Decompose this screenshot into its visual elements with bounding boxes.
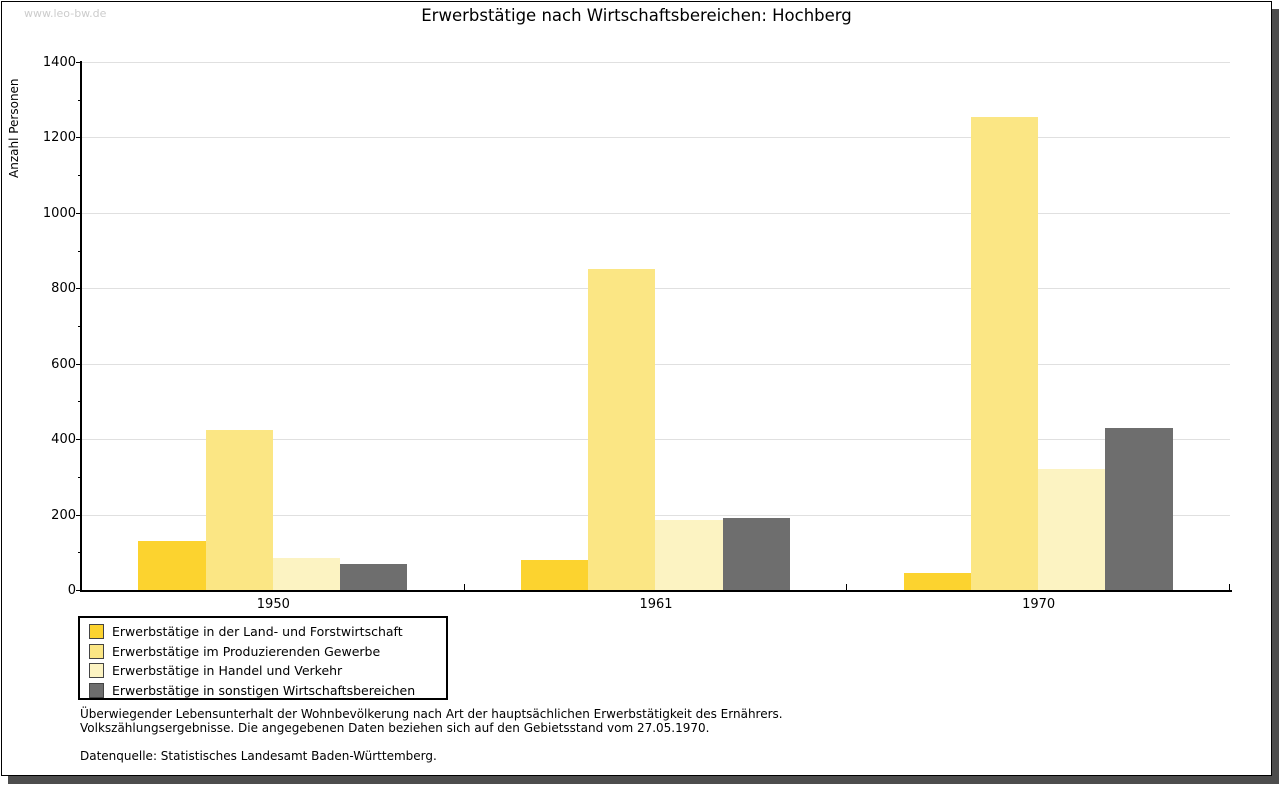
y-major-tick — [76, 213, 82, 214]
bar — [588, 269, 655, 590]
bar — [971, 117, 1038, 590]
y-tick-label: 0 — [67, 583, 76, 598]
y-tick-label: 400 — [51, 432, 76, 448]
legend-item — [80, 642, 446, 662]
chart-title: Erwerbstätige nach Wirtschaftsbereichen: Hochberg — [421, 6, 852, 25]
y-tick-label: 200 — [51, 507, 76, 523]
footnote-line: Volkszählungsergebnisse. Die angegebenen Daten beziehen sich auf den Gebietsstand vom 27.05.1970. — [80, 720, 710, 735]
bar — [723, 518, 790, 590]
chart-panel — [1, 1, 1272, 776]
x-axis-line — [80, 590, 1232, 592]
legend-item — [80, 661, 446, 681]
legend — [78, 616, 448, 700]
plot-area — [82, 62, 1230, 590]
x-category-label: 1950 — [256, 597, 290, 612]
y-major-tick — [76, 515, 82, 516]
y-major-tick — [76, 364, 82, 365]
footnotes — [80, 708, 783, 735]
gridline — [82, 213, 1230, 214]
x-category-label: 1961 — [639, 597, 673, 612]
bar — [1105, 428, 1172, 590]
bar — [904, 573, 971, 590]
y-minor-tick — [78, 477, 82, 478]
bar — [655, 520, 722, 590]
x-category-label: 1970 — [1022, 597, 1056, 612]
y-minor-tick — [78, 100, 82, 101]
legend-swatch — [89, 644, 104, 659]
y-tick-label: 1200 — [42, 130, 76, 146]
y-major-tick — [76, 288, 82, 289]
y-major-tick — [76, 439, 82, 440]
y-tick-label: 1000 — [42, 205, 76, 221]
x-axis-tick — [846, 584, 847, 590]
y-tick-label: 800 — [51, 281, 76, 297]
y-minor-tick — [78, 401, 82, 402]
bar — [138, 541, 205, 590]
legend-label: Erwerbstätige in sonstigen Wirtschaftsbereichen — [112, 682, 416, 698]
gridline — [82, 364, 1230, 365]
y-axis-label: Anzahl Personen — [7, 78, 21, 178]
legend-swatch — [89, 683, 104, 698]
bar — [340, 564, 407, 590]
legend-label: Erwerbstätige im Produzierenden Gewerbe — [112, 643, 381, 659]
y-major-tick — [76, 137, 82, 138]
y-major-tick — [76, 62, 82, 63]
x-axis-tick — [464, 584, 465, 590]
y-tick-label: 1400 — [42, 55, 76, 70]
legend-label: Erwerbstätige in Handel und Verkehr — [112, 663, 343, 679]
bar — [521, 560, 588, 590]
y-minor-tick — [78, 175, 82, 176]
gridline — [82, 288, 1230, 289]
footnote-line: Überwiegender Lebensunterhalt der Wohnbevölkerung nach Art der hauptsächlichen Erwerbstätigkeit des Ernährers. — [80, 707, 783, 721]
legend-item — [80, 622, 446, 642]
gridline — [82, 137, 1230, 138]
legend-swatch — [89, 663, 104, 678]
bar — [1038, 469, 1105, 590]
legend-item — [80, 681, 446, 701]
bar — [206, 430, 273, 590]
legend-label: Erwerbstätige in der Land- und Forstwirtschaft — [112, 624, 403, 640]
y-tick-label: 600 — [51, 356, 76, 372]
y-minor-tick — [78, 326, 82, 327]
x-axis-tick — [1229, 584, 1230, 590]
y-minor-tick — [78, 251, 82, 252]
y-major-tick — [76, 590, 82, 591]
legend-swatch — [89, 624, 104, 639]
gridline — [82, 62, 1230, 63]
watermark: www.leo-bw.de — [24, 7, 107, 20]
bar — [273, 558, 340, 590]
y-minor-tick — [78, 552, 82, 553]
source-note: Datenquelle: Statistisches Landesamt Baden-Württemberg. — [80, 749, 437, 763]
